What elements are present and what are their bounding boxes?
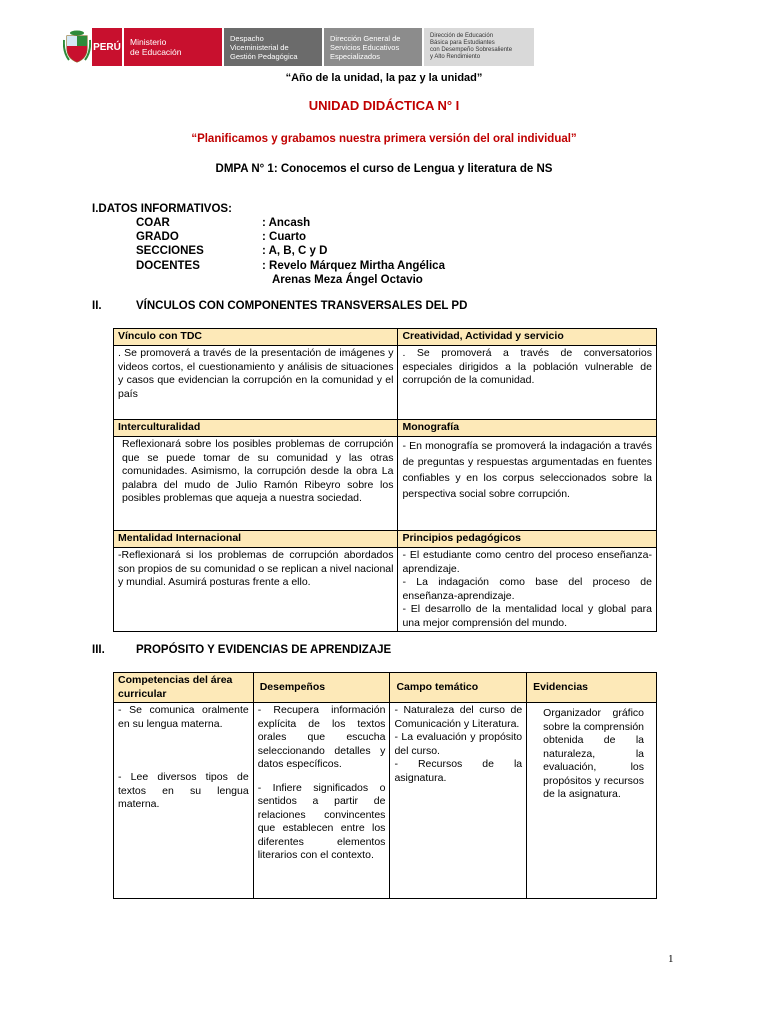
section-3-title: PROPÓSITO Y EVIDENCIAS DE APRENDIZAJE: [136, 644, 392, 656]
cell-monografia: - En monografía se promoverá la indagación a través de preguntas y respuestas argumentadas en fuentes confiables y en los corpus seleccionados sobre la perspectiva social sobre corrupción.: [398, 437, 657, 531]
principle-item: - El desarrollo de la mentalidad local y global para una mejor comprensión del mundo.: [402, 603, 652, 629]
header-cas: Creatividad, Actividad y servicio: [398, 329, 657, 346]
campo-item: - Naturaleza del curso de Comunicación y Literatura.: [394, 704, 523, 730]
campo-item: - Recursos de la asignatura.: [394, 758, 523, 784]
unit-subtitle: “Planificamos y grabamos nuestra primera versión del oral individual”: [191, 133, 577, 145]
page-number: 1: [668, 953, 674, 965]
info-value-docente-2: Arenas Meza Ángel Octavio: [272, 274, 423, 286]
cell-campo: [390, 703, 527, 899]
principle-item: - El estudiante como centro del proceso enseñanza-aprendizaje.: [402, 549, 652, 575]
header-campo: Campo temático: [390, 673, 527, 703]
info-value-coar: : Ancash: [262, 217, 311, 229]
principle-item: - La indagación como base del proceso de enseñanza-aprendizaje.: [402, 576, 652, 602]
campo-item: - La evaluación y propósito del curso.: [394, 731, 523, 757]
info-label-coar: COAR: [136, 217, 170, 229]
section-2-title: VÍNCULOS CON COMPONENTES TRANSVERSALES DEL PD: [136, 300, 468, 312]
header-tdc: Vínculo con TDC: [114, 329, 398, 346]
section-2-number: II.: [92, 300, 102, 312]
unit-title: UNIDAD DIDÁCTICA N° I: [308, 98, 460, 113]
cell-interculturalidad: Reflexionará sobre los posibles problemas de corrupción que se puede tomar de su comunidad y las otras comunidades. Asimismo, la corrupción desde la obra La palabra del mudo de Julio Ramón Ribeyro sobre los posibles problemas que aqueja a nuestra sociedad.: [114, 437, 398, 531]
info-value-docentes: : Revelo Márquez Mirtha Angélica: [262, 260, 445, 272]
info-value-grado: : Cuarto: [262, 231, 307, 243]
header-interculturalidad: Interculturalidad: [114, 420, 398, 437]
cell-mentalidad: -Reflexionará si los problemas de corrupción abordados son propios de su comunidad o se replican a nivel nacional y mundial. Asumirá posturas frente a ello.: [114, 548, 398, 632]
competencia-item: - Lee diversos tipos de textos en su lengua materna.: [118, 771, 249, 810]
info-label-secciones: SECCIONES: [136, 245, 204, 257]
header-desempenos: Desempeños: [253, 673, 390, 703]
motto: “Año de la unidad, la paz y la unidad”: [285, 72, 483, 84]
header-monografia: Monografía: [398, 420, 657, 437]
purpose-evidence-table: [113, 672, 657, 899]
header-banner: [62, 28, 534, 66]
cell-cas: . Se promoverá a través de conversatorios especiales dirigidos a la población vulnerable de corrupción de la comunidad.: [398, 346, 657, 420]
ministry-label: Ministerio de Educación: [124, 28, 222, 66]
coat-of-arms-icon: [62, 28, 92, 66]
info-value-secciones: : A, B, C y D: [262, 245, 328, 257]
desempeno-item: - Infiere significados o sentidos a partir de relaciones convincentes que establecen entre los diferentes elementos literarios con el contexto.: [257, 781, 386, 861]
cell-desempenos: [253, 703, 390, 899]
cell-competencias: [114, 703, 254, 899]
header-mentalidad: Mentalidad Internacional: [114, 531, 398, 548]
cell-tdc: . Se promoverá a través de la presentación de imágenes y videos cortos, el cuestionamiento y análisis de situaciones y casos que evidencian la corrupción en la comunidad y el país: [114, 346, 398, 420]
dmpa-title: DMPA N° 1: Conocemos el curso de Lengua y literatura de NS: [215, 163, 553, 175]
competencia-item: - Se comunica oralmente en su lengua materna.: [118, 704, 249, 730]
desempeno-item: - Recupera información explícita de los textos orales que escucha seleccionando detalles y datos específicos.: [257, 704, 386, 770]
section-3-number: III.: [92, 644, 105, 656]
transversal-components-table: [113, 328, 657, 632]
info-label-grado: GRADO: [136, 231, 179, 243]
office-label-2: Dirección General de Servicios Educativos Especializados: [324, 28, 422, 66]
header-competencias: Competencias del área curricular: [114, 673, 254, 703]
header-evidencias: Evidencias: [527, 673, 657, 703]
peru-label: PERÚ: [92, 28, 122, 66]
cell-evidencias: Organizador gráfico sobre la comprensión obtenida de la naturaleza, la evaluación, los propósitos y recursos de la asignatura.: [527, 703, 657, 899]
cell-principios: [398, 548, 657, 632]
section-1-title: I.DATOS INFORMATIVOS:: [92, 203, 232, 215]
header-principios: Principios pedagógicos: [398, 531, 657, 548]
office-label-3: Dirección de Educación Básica para Estudiantes con Desempeño Sobresaliente y Alto Rendimiento: [424, 28, 534, 66]
office-label-1: Despacho Viceministerial de Gestión Pedagógica: [224, 28, 322, 66]
info-label-docentes: DOCENTES: [136, 260, 200, 272]
